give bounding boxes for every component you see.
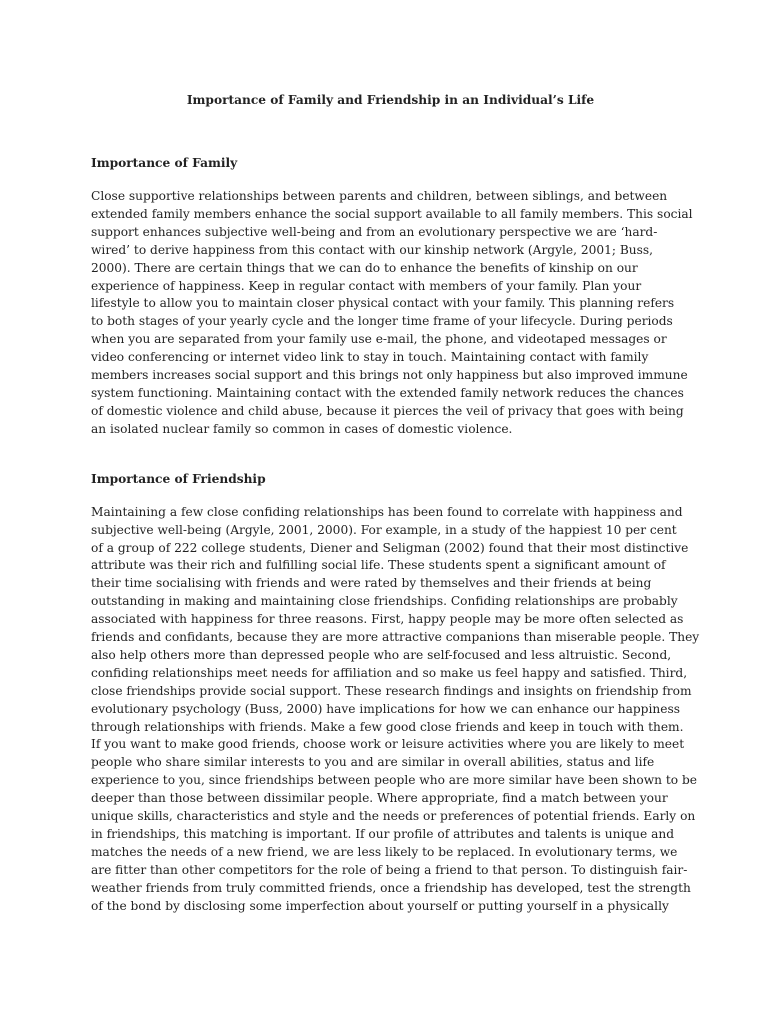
text-line: of domestic violence and child abuse, because it pierces the veil of privacy that goes with being xyxy=(91,403,684,418)
text-line: attribute was their rich and fulfilling social life. These students spent a significant amount of xyxy=(91,558,666,573)
text-line: experience of happiness. Keep in regular contact with members of your family. Plan your xyxy=(91,278,642,293)
text-line: subjective well-being (Argyle, 2001, 2000). For example, in a study of the happiest 10 per cent xyxy=(91,522,677,537)
text-line: also help others more than depressed people who are self-focused and less altruistic. Second, xyxy=(91,647,672,662)
text-line: support enhances subjective well-being and from an evolutionary perspective we are ‘hard- xyxy=(91,224,658,239)
text-line: their time socialising with friends and were rated by themselves and their friends at being xyxy=(91,576,652,591)
text-line: close friendships provide social support. These research findings and insights on friendship from xyxy=(91,683,692,698)
text-line: lifestyle to allow you to maintain closer physical contact with your family. This planning refers xyxy=(91,296,675,311)
text-line: when you are separated from your family use e-mail, the phone, and videotaped messages or xyxy=(91,332,667,347)
document-title: Importance of Family and Friendship in an Individual’s Life xyxy=(186,93,595,107)
text-line: confiding relationships meet needs for affiliation and so make us feel happy and satisfied. Third, xyxy=(91,665,688,680)
text-line: video conferencing or internet video link to stay in touch. Maintaining contact with family xyxy=(91,350,649,365)
text-line: to both stages of your yearly cycle and the longer time frame of your lifecycle. During periods xyxy=(91,314,673,329)
paragraph-friendship xyxy=(91,504,700,916)
text-line: an isolated nuclear family so common in cases of domestic violence. xyxy=(91,421,513,436)
text-line: If you want to make good friends, choose work or leisure activities where you are likely to meet xyxy=(91,737,685,752)
text-line: deeper than those between dissimilar people. Where appropriate, find a match between your xyxy=(91,791,668,806)
text-line: associated with happiness for three reasons. First, happy people may be more often selected as xyxy=(91,612,684,627)
text-line: are fitter than other competitors for the role of being a friend to that person. To distinguish fair- xyxy=(91,862,688,877)
text-line: weather friends from truly committed friends, once a friendship has developed, test the strength xyxy=(91,880,691,895)
text-line: evolutionary psychology (Buss, 2000) have implications for how we can enhance our happiness xyxy=(91,701,680,716)
section-family xyxy=(91,156,693,439)
text-line: Maintaining a few close confiding relationships has been found to correlate with happiness and xyxy=(91,504,683,519)
section-heading-family: Importance of Family xyxy=(91,156,238,170)
text-line: experience to you, since friendships between people who are more similar have been shown to be xyxy=(91,773,698,788)
text-line: of a group of 222 college students, Diener and Seligman (2002) found that their most distinctive xyxy=(91,540,689,555)
text-line: extended family members enhance the social support available to all family members. This social xyxy=(91,206,693,221)
text-line: matches the needs of a new friend, we are less likely to be replaced. In evolutionary terms, we xyxy=(91,844,678,859)
text-line: Close supportive relationships between parents and children, between siblings, and between xyxy=(91,189,668,203)
text-line: of the bond by disclosing some imperfection about yourself or putting yourself in a physically xyxy=(91,898,669,913)
text-line: outstanding in making and maintaining close friendships. Confiding relationships are probably xyxy=(91,594,678,609)
section-heading-friendship: Importance of Friendship xyxy=(91,471,266,486)
text-line: wired’ to derive happiness from this contact with our kinship network (Argyle, 2001; Buss, xyxy=(91,242,654,257)
text-line: unique skills, characteristics and style and the needs or preferences of potential friends. Early on xyxy=(91,809,696,824)
text-line: 2000). There are certain things that we can do to enhance the benefits of kinship on our xyxy=(91,260,638,275)
text-line: friends and confidants, because they are more attractive companions than miserable people. They xyxy=(91,630,700,645)
text-line: in friendships, this matching is important. If our profile of attributes and talents is unique and xyxy=(91,827,675,841)
text-line: members increases social support and this brings not only happiness but also improved immune xyxy=(91,368,688,383)
text-line: people who share similar interests to you and are similar in overall abilities, status and life xyxy=(91,755,655,770)
text-line: system functioning. Maintaining contact with the extended family network reduces the chances xyxy=(91,385,684,400)
paragraph-family xyxy=(91,188,693,439)
section-friendship xyxy=(91,471,700,916)
text-line: through relationships with friends. Make a few good close friends and keep in touch with them. xyxy=(91,719,684,734)
